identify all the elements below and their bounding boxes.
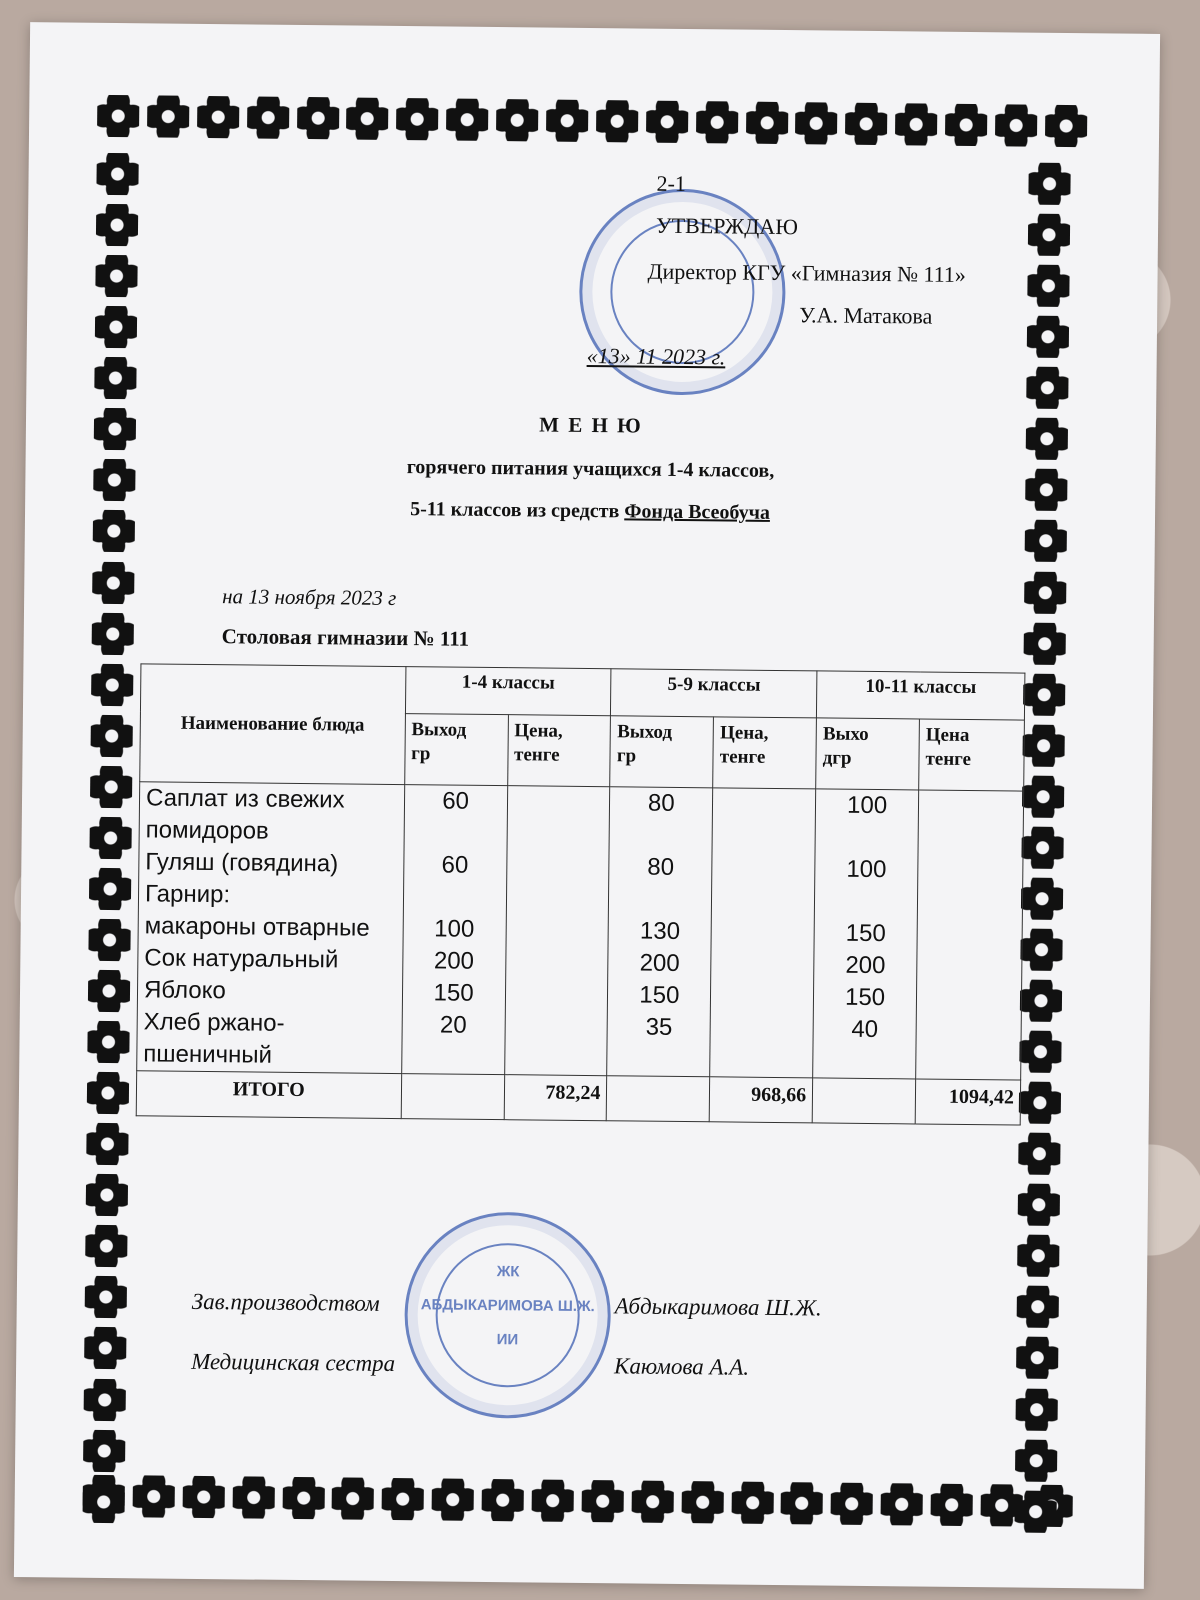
flower-ornament-icon — [90, 714, 132, 756]
output-value — [822, 821, 912, 854]
group-header: 5-9 классы — [611, 669, 817, 718]
flower-ornament-icon — [496, 99, 538, 141]
flower-ornament-icon — [446, 98, 488, 140]
group-header: 1-4 классы — [405, 667, 611, 716]
flower-ornament-icon — [1022, 724, 1064, 766]
flower-ornament-icon — [90, 766, 132, 808]
output-value: 60 — [442, 787, 470, 815]
dish-line: пшеничный — [143, 1040, 273, 1069]
dish-line: помидоров — [145, 816, 269, 845]
total-empty-cell — [607, 1076, 710, 1122]
approval-date: «13» 11 2023 г. — [586, 342, 726, 370]
flower-ornament-icon — [85, 1276, 127, 1318]
flower-ornament-icon — [96, 204, 138, 246]
flower-ornament-icon — [1022, 775, 1064, 817]
subheader-line: Выход — [617, 721, 673, 743]
menu-document — [14, 22, 1160, 1589]
flower-ornament-icon — [92, 612, 134, 654]
subheader-line: тенге — [925, 748, 972, 770]
flower-ornament-icon — [546, 100, 588, 142]
ornament-border-top — [97, 95, 1088, 165]
total-empty-cell — [812, 1078, 915, 1124]
output-value: 150 — [639, 981, 680, 1009]
subheader-line: дгр — [822, 747, 852, 769]
flower-ornament-icon — [482, 1479, 524, 1521]
subheader-line: Выход — [411, 719, 467, 741]
subheader-cell — [919, 719, 1025, 791]
output-value: 60 — [441, 851, 469, 879]
flower-ornament-icon — [631, 1481, 673, 1523]
flower-ornament-icon — [1020, 928, 1062, 970]
flower-ornament-icon — [1028, 163, 1070, 205]
output-value: 20 — [439, 1011, 467, 1039]
flower-ornament-icon — [1019, 1082, 1061, 1124]
subheader-line: Цена, — [719, 722, 769, 744]
output-value: 130 — [639, 917, 681, 945]
output-value: 200 — [639, 949, 680, 977]
flower-ornament-icon — [1016, 1337, 1058, 1379]
flower-ornament-icon — [646, 101, 688, 143]
flower-ornament-icon — [1021, 877, 1063, 919]
flower-ornament-icon — [1026, 367, 1068, 409]
flower-ornament-icon — [94, 357, 136, 399]
subheader-line: гр — [616, 745, 637, 767]
subheader-cell — [610, 716, 714, 788]
subheader-line: Выхо — [822, 723, 869, 745]
output-value: 80 — [647, 853, 675, 881]
output-value — [410, 881, 500, 914]
subheader-line: гр — [411, 742, 431, 765]
subheader-cell — [507, 715, 611, 787]
flower-ornament-icon — [696, 101, 738, 143]
flower-ornament-icon — [781, 1482, 823, 1524]
output-value — [408, 1041, 498, 1074]
flower-ornament-icon — [831, 1483, 873, 1525]
output-value: 80 — [647, 789, 675, 817]
title-line-2 — [25, 494, 1155, 529]
subheader-line: тенге — [513, 743, 560, 766]
dish-line: макароны отварные — [144, 912, 370, 942]
signature-name-2: Каюмова А.А. — [614, 1353, 750, 1380]
menu-date: на 13 ноября 2023 г — [222, 584, 397, 610]
title-line-1: горячего питания учащихся 1-4 классов, — [406, 456, 775, 482]
flower-ornament-icon — [87, 1021, 129, 1063]
flower-ornament-icon — [197, 96, 239, 138]
flower-ornament-icon — [382, 1478, 424, 1520]
price-10-11-cell — [916, 790, 1024, 1080]
dish-line: Гарнир: — [144, 880, 231, 909]
flower-ornament-icon — [845, 103, 887, 145]
flower-ornament-icon — [182, 1476, 224, 1518]
flower-ornament-icon — [581, 1480, 623, 1522]
dish-line: Сок натуральный — [144, 944, 339, 974]
flower-ornament-icon — [88, 919, 130, 961]
output-value: 35 — [645, 1013, 673, 1041]
subheader-line: Цена — [925, 724, 970, 747]
output-value: 150 — [845, 919, 886, 948]
output-value — [614, 1043, 704, 1076]
flower-ornament-icon — [147, 95, 189, 137]
output-value: 150 — [433, 979, 474, 1007]
flower-ornament-icon — [1015, 1388, 1057, 1430]
dish-list-cell — [137, 782, 405, 1074]
flower-ornament-icon — [995, 104, 1037, 146]
flower-ornament-icon — [89, 868, 131, 910]
flower-ornament-icon — [1015, 1439, 1057, 1481]
flower-ornament-icon — [1018, 1184, 1060, 1226]
flower-ornament-icon — [92, 561, 134, 603]
flower-ornament-icon — [91, 663, 133, 705]
ornament-border-right — [1014, 163, 1088, 1534]
flower-ornament-icon — [97, 95, 139, 137]
total-label: ИТОГО — [136, 1071, 401, 1119]
flower-ornament-icon — [795, 102, 837, 144]
flower-ornament-icon — [86, 1174, 128, 1216]
flower-ornament-icon — [88, 970, 130, 1012]
price-5-9-cell — [710, 788, 816, 1078]
output-value — [615, 883, 705, 916]
output-value: 40 — [851, 1015, 879, 1044]
flower-ornament-icon — [84, 1327, 126, 1369]
dish-header: Наименование блюда — [140, 664, 406, 785]
flower-ornament-icon — [247, 96, 289, 138]
signature-name-1: Абдыкаримова Ш.Ж. — [614, 1293, 822, 1321]
output-value: 150 — [844, 983, 886, 1012]
table-body-row — [137, 782, 1024, 1080]
subheader-cell — [404, 714, 508, 786]
flower-ornament-icon — [87, 1072, 129, 1114]
approval-number: 2-1 — [656, 170, 686, 197]
title-line-2-prefix: 5-11 классов из средств — [410, 498, 625, 523]
flower-ornament-icon — [1024, 571, 1066, 613]
flower-ornament-icon — [681, 1481, 723, 1523]
signature-role-2: Медицинская сестра — [191, 1348, 396, 1377]
flower-ornament-icon — [1017, 1235, 1059, 1277]
page-title: М Е Н Ю — [539, 412, 643, 438]
subheader-cell — [713, 717, 817, 789]
dish-line: Саплат из свежих — [145, 784, 345, 814]
output-value — [410, 817, 500, 850]
total-empty-cell — [401, 1074, 504, 1120]
output-value — [616, 819, 706, 852]
flower-ornament-icon — [1027, 316, 1069, 358]
flower-ornament-icon — [86, 1123, 128, 1165]
output-value: 100 — [846, 855, 887, 884]
flower-ornament-icon — [282, 1477, 324, 1519]
flower-ornament-icon — [83, 1429, 125, 1471]
output-5-9-cell — [607, 787, 713, 1077]
output-value — [819, 1045, 909, 1078]
output-value: 200 — [845, 951, 886, 980]
flower-ornament-icon — [96, 153, 138, 195]
flower-ornament-icon — [332, 1477, 374, 1519]
total-row — [136, 1071, 1020, 1125]
output-value — [821, 885, 911, 918]
output-1-4-cell — [401, 785, 507, 1075]
flower-ornament-icon — [95, 255, 137, 297]
ornament-border-bottom — [82, 1475, 1073, 1545]
menu-table — [136, 663, 1026, 1125]
flower-ornament-icon — [596, 100, 638, 142]
dish-line: Хлеб ржано- — [143, 1008, 285, 1037]
total-10-11: 1094,42 — [915, 1079, 1020, 1125]
dish-line: Гуляш (говядина) — [145, 848, 339, 878]
flower-ornament-icon — [1018, 1133, 1060, 1175]
flower-ornament-icon — [945, 104, 987, 146]
total-5-9: 968,66 — [709, 1077, 812, 1123]
flower-ornament-icon — [396, 98, 438, 140]
flower-ornament-icon — [1020, 980, 1062, 1022]
flower-ornament-icon — [931, 1484, 973, 1526]
output-value: 100 — [846, 791, 888, 820]
subheader-cell — [816, 718, 920, 790]
subheader-line: Цена, — [514, 720, 563, 742]
flower-ornament-icon — [746, 102, 788, 144]
flower-ornament-icon — [432, 1478, 474, 1520]
canteen-name: Столовая гимназии № 111 — [221, 624, 470, 651]
flower-ornament-icon — [232, 1476, 274, 1518]
signature-role-1: Зав.производством — [191, 1288, 380, 1316]
flower-ornament-icon — [1023, 673, 1065, 715]
flower-ornament-icon — [1045, 105, 1087, 147]
output-value: 100 — [434, 915, 475, 943]
flower-ornament-icon — [89, 817, 131, 859]
group-header: 10-11 классы — [817, 671, 1025, 720]
flower-ornament-icon — [1027, 265, 1069, 307]
output-10-11-cell — [813, 789, 919, 1079]
flower-ornament-icon — [346, 97, 388, 139]
flower-ornament-icon — [95, 306, 137, 348]
flower-ornament-icon — [532, 1479, 574, 1521]
flower-ornament-icon — [84, 1378, 126, 1420]
dish-line: Яблоко — [143, 976, 226, 1005]
flower-ornament-icon — [85, 1225, 127, 1267]
flower-ornament-icon — [1019, 1031, 1061, 1073]
fund-name: Фонда Всеобуча — [624, 500, 771, 524]
subheader-line: тенге — [719, 746, 766, 768]
flower-ornament-icon — [1014, 1490, 1056, 1532]
stamp-line: ЖК — [496, 1263, 520, 1281]
flower-ornament-icon — [297, 97, 339, 139]
flower-ornament-icon — [895, 103, 937, 145]
flower-ornament-icon — [1028, 214, 1070, 256]
output-value: 200 — [433, 947, 475, 975]
approval-word: УТВЕРЖДАЮ — [655, 212, 799, 240]
total-1-4: 782,24 — [504, 1075, 607, 1121]
flower-ornament-icon — [1024, 622, 1066, 664]
stamp-line: АБДЫКАРИМОВА Ш.Ж. — [420, 1296, 595, 1316]
flower-ornament-icon — [881, 1483, 923, 1525]
flower-ornament-icon — [1017, 1286, 1059, 1328]
price-1-4-cell — [504, 786, 610, 1076]
entrepreneur-seal-stamp — [404, 1211, 612, 1419]
approval-position: Директор КГУ «Гимназия № 111» — [647, 258, 967, 287]
stamp-line: ИИ — [496, 1331, 519, 1349]
flower-ornament-icon — [731, 1482, 773, 1524]
approval-name: У.А. Матакова — [799, 302, 933, 329]
flower-ornament-icon — [1021, 826, 1063, 868]
flower-ornament-icon — [82, 1480, 124, 1522]
table-header-row — [140, 664, 1024, 720]
